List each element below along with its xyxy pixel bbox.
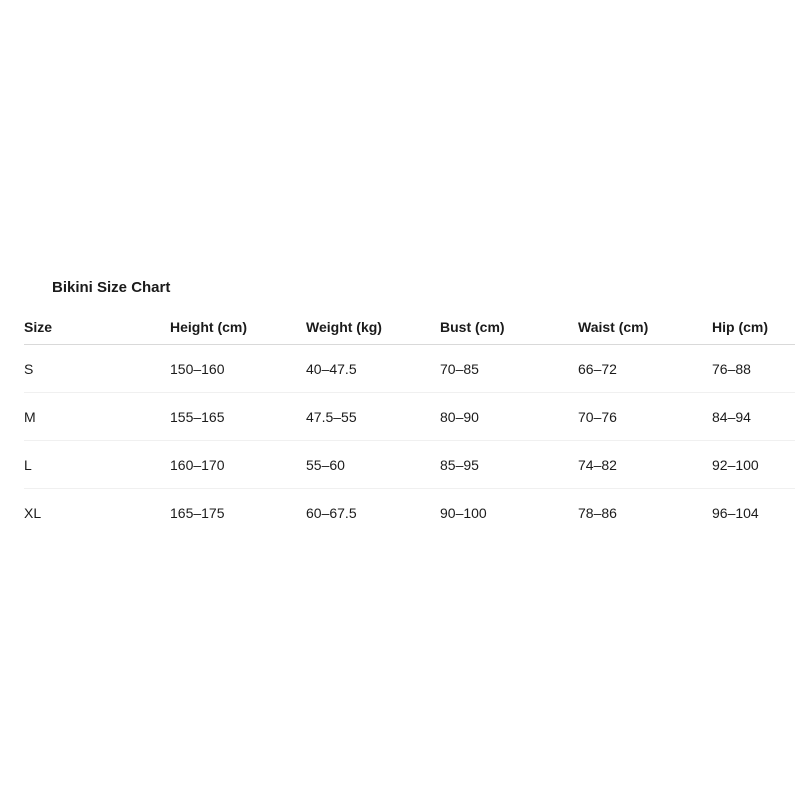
height-value: 165–175 xyxy=(170,505,225,521)
waist-value: 70–76 xyxy=(578,408,617,425)
weight-value: 60–67.5 xyxy=(306,505,357,521)
size-label: M xyxy=(24,408,36,425)
weight-value: 55–60 xyxy=(306,456,345,473)
column-header-size: Size xyxy=(24,319,53,335)
table-row-l xyxy=(24,441,795,489)
table-row-m xyxy=(24,393,795,441)
height-value: 150–160 xyxy=(170,360,225,377)
hip-value: 96–104 xyxy=(712,505,759,521)
waist-value: 74–82 xyxy=(578,456,617,473)
height-value: 160–170 xyxy=(170,456,225,473)
bust-value: 90–100 xyxy=(440,505,487,521)
hip-value: 92–100 xyxy=(712,456,759,473)
hip-value: 76–88 xyxy=(712,360,751,377)
waist-value: 78–86 xyxy=(578,505,617,521)
table-row-s xyxy=(24,345,795,393)
weight-value: 40–47.5 xyxy=(306,360,357,377)
weight-value: 47.5–55 xyxy=(306,408,357,425)
size-label: L xyxy=(24,456,32,473)
column-header-weight: Weight (kg) xyxy=(306,319,382,335)
table-header-row xyxy=(24,310,795,345)
waist-value: 66–72 xyxy=(578,360,617,377)
hip-value: 84–94 xyxy=(712,408,751,425)
bust-value: 85–95 xyxy=(440,456,479,473)
column-header-height: Height (cm) xyxy=(170,319,247,335)
table-row-xl xyxy=(24,489,795,537)
column-header-waist: Waist (cm) xyxy=(578,319,649,335)
size-chart-title: Bikini Size Chart xyxy=(52,279,171,296)
column-header-bust: Bust (cm) xyxy=(440,319,505,335)
bust-value: 70–85 xyxy=(440,360,479,377)
size-label: S xyxy=(24,360,34,377)
height-value: 155–165 xyxy=(170,408,225,425)
size-label: XL xyxy=(24,505,42,521)
column-header-hip: Hip (cm) xyxy=(712,319,768,335)
bust-value: 80–90 xyxy=(440,408,479,425)
size-chart-table xyxy=(24,310,795,537)
